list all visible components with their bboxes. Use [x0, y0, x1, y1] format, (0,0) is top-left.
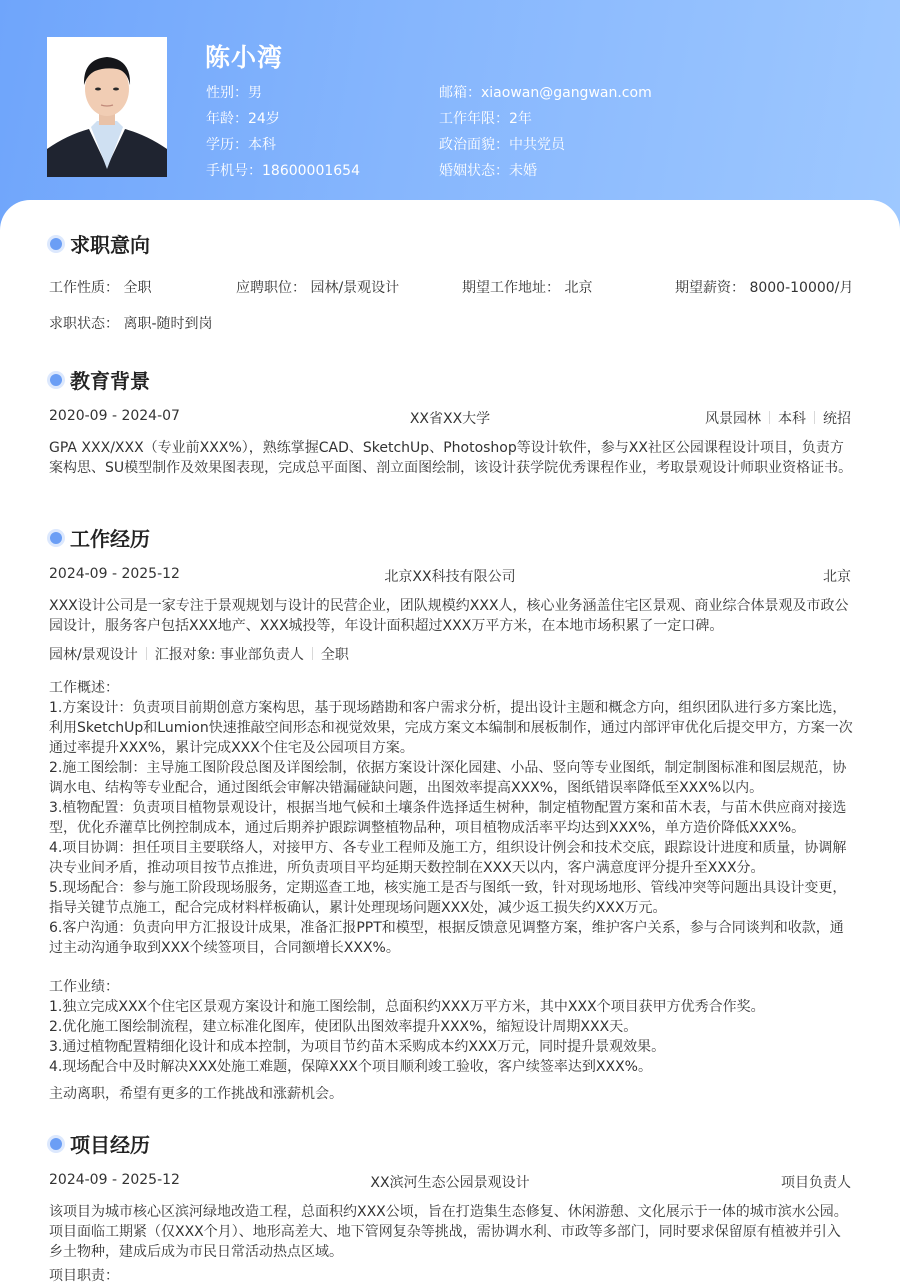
portrait-image: [47, 37, 167, 177]
info-label: 婚姻状态：: [439, 163, 509, 179]
info-value: 中共党员: [509, 137, 565, 153]
achievements-label: 工作业绩：: [49, 979, 119, 995]
info-work-years: [439, 106, 652, 132]
info-value: 本科: [248, 137, 276, 153]
info-value: 2年: [509, 111, 532, 127]
work-row: [49, 566, 851, 586]
project-description: 该项目为城市核心区滨河绿地改造工程，总面积约XXX公顷，旨在打造集生态修复、休闲游憩、文化展示于一体的城市滨水公园。项目面临工期紧（仅XXX个月）、地形高差大、地下管网复杂等挑战，需协调水利、市政等多部门，同时要求保留原有植被并引入乡土物种，建成后成为市民日常活动热点区域。: [49, 1204, 848, 1260]
project-row: [49, 1172, 851, 1192]
info-email: [439, 80, 652, 106]
field-label: 求职状态：: [49, 316, 119, 332]
section-title-project: [48, 1129, 150, 1158]
work-period: 2024-09 - 2025-12: [49, 566, 180, 582]
info-age: [206, 106, 360, 132]
section-title-education: [48, 365, 150, 394]
bullet-dot-icon: [50, 374, 62, 386]
work-tag-industry: 园林/景观设计: [49, 647, 138, 663]
field-value: 8000-10000/月: [749, 280, 854, 296]
info-value: xiaowan@gangwan.com: [481, 85, 652, 101]
achievement-item: 3.通过植物配置精细化设计和成本控制，为项目节约苗木采购成本约XXX万元，同时提升景观效果。: [49, 1039, 666, 1055]
field-value: 北京: [564, 280, 593, 296]
info-label: 手机号：: [206, 163, 262, 179]
info-value: 18600001654: [262, 163, 360, 179]
achievement-item: 1.独立完成XXX个住宅区景观方案设计和施工图绘制，总面积约XXX万平方米，其中XXX个项目获甲方优秀合作奖。: [49, 999, 765, 1015]
overview-item: 1.方案设计：负责项目前期创意方案构思，基于现场踏勘和客户需求分析，提出设计主题和概念方向，组织团队进行多方案比选，利用SketchUp和Lumion快速推敲空间形态和视觉效果，完成方案文本编制和展板制作，通过内部评审优化后提交甲方，方案一次通过率提升XXX%，累计完成XXX个住宅及公园项目方案。: [49, 700, 853, 756]
divider: [769, 411, 770, 424]
achievement-item: 2.优化施工图绘制流程，建立标准化图库，使团队出图效率提升XXX%，缩短设计周期XXX天。: [49, 1019, 638, 1035]
divider: [814, 411, 815, 424]
achievement-item: 4.现场配合中及时解决XXX处施工难题，保障XXX个项目顺利竣工验收，客户续签率达到XXX%。: [49, 1059, 652, 1075]
info-label: 学历：: [206, 137, 248, 153]
intent-location: [462, 277, 592, 297]
candidate-name: 陈小湾: [205, 43, 284, 72]
bullet-dot-icon: [50, 1138, 62, 1150]
intent-status: [49, 313, 213, 333]
project-name: XX滨河生态公园景观设计: [370, 1175, 530, 1191]
info-value: 24岁: [248, 111, 280, 127]
field-value: 园林/景观设计: [310, 280, 400, 296]
education-school: XX省XX大学: [409, 411, 491, 427]
project-duties-label: 项目职责：: [49, 1268, 119, 1284]
education-major: 风景园林: [705, 411, 761, 427]
work-tag-report-to: 汇报对象: 事业部负责人: [154, 647, 304, 663]
education-row: [49, 408, 851, 428]
info-label: 年龄：: [206, 111, 248, 127]
divider: [312, 647, 313, 660]
info-label: 工作年限：: [439, 111, 509, 127]
info-label: 性别：: [206, 85, 248, 101]
field-label: 工作性质：: [49, 280, 119, 296]
work-tags: [49, 644, 349, 664]
section-heading: 项目经历: [70, 1133, 150, 1157]
education-period: 2020-09 - 2024-07: [49, 408, 180, 424]
project-role: 项目负责人: [781, 1175, 851, 1191]
bullet-dot-icon: [50, 238, 62, 250]
field-label: 应聘职位：: [236, 280, 306, 296]
intent-salary: [675, 277, 853, 297]
portrait-photo: [47, 37, 167, 177]
info-label: 政治面貌：: [439, 137, 509, 153]
info-value: 未婚: [509, 163, 537, 179]
work-tag-type: 全职: [320, 647, 349, 663]
work-company: 北京XX科技有限公司: [384, 569, 516, 585]
info-label: 邮箱：: [439, 85, 481, 101]
overview-item: 6.客户沟通：负责向甲方汇报设计成果，准备汇报PPT和模型，根据反馈意见调整方案，维护客户关系，参与合同谈判和收款，通过主动沟通争取到XXX个续签项目，合同额增长XXX%。: [49, 920, 844, 956]
intent-work-type: [49, 277, 151, 297]
overview-item: 5.现场配合：参与施工阶段现场服务，定期巡查工地，核实施工是否与图纸一致，针对现场地形、管线冲突等问题出具设计变更，指导关键节点施工，配合完成材料样板确认，累计处理现场问题XXX处，减少返工损失约XXX万元。: [49, 880, 847, 916]
info-phone: [206, 158, 360, 184]
basic-info-left: [206, 80, 360, 184]
info-political-status: [439, 132, 652, 158]
education-enrollment-type: 统招: [823, 411, 851, 427]
section-title-work: [48, 523, 150, 552]
info-gender: [206, 80, 360, 106]
info-value: 男: [248, 85, 262, 101]
work-overview: [49, 678, 854, 958]
info-education: [206, 132, 360, 158]
overview-item: 2.施工图绘制：主导施工图阶段总图及详图绘制，依据方案设计深化园建、小品、竖向等专业图纸，制定制图标准和图层规范，协调水电、结构等专业配合，通过图纸会审解决错漏碰缺问题，出图效率提高XXX%，图纸错误率降低至XXX%以内。: [49, 760, 847, 796]
field-value: 离职-随时到岗: [123, 316, 213, 332]
info-marital-status: [439, 158, 652, 184]
bullet-dot-icon: [50, 532, 62, 544]
intent-position: [236, 277, 399, 297]
company-intro: XXX设计公司是一家专注于景观规划与设计的民营企业，团队规模约XXX人，核心业务涵盖住宅区景观、商业综合体景观及市政公园设计，服务客户包括XXX地产、XXX城投等，年设计面积超过XXX万平方米，在本地市场积累了一定口碑。: [49, 598, 849, 634]
section-heading: 求职意向: [70, 233, 150, 257]
divider: [146, 647, 147, 660]
field-label: 期望薪资：: [675, 280, 745, 296]
overview-label: 工作概述：: [49, 680, 119, 696]
work-location: 北京: [823, 569, 851, 585]
overview-item: 4.项目协调：担任项目主要联络人，对接甲方、各专业工程师及施工方，组织设计例会和技术交底，跟踪设计进度和质量，协调解决专业间矛盾，推动项目按节点推进，所负责项目平均延期天数控制在XXX天以内，客户满意度评分提升至XXX分。: [49, 840, 847, 876]
education-tags: [705, 408, 851, 428]
section-heading: 工作经历: [70, 527, 150, 551]
project-period: 2024-09 - 2025-12: [49, 1172, 180, 1188]
overview-item: 3.植物配置：负责项目植物景观设计，根据当地气候和土壤条件选择适生树种，制定植物配置方案和苗木表，与苗木供应商对接选型，优化乔灌草比例控制成本，通过后期养护跟踪调整植物品种，项目植物成活率平均达到XXX%，单方造价降低XXX%。: [49, 800, 847, 836]
section-heading: 教育背景: [70, 369, 150, 393]
leave-reason: 主动离职，希望有更多的工作挑战和涨薪机会。: [49, 1086, 343, 1102]
basic-info-right: [439, 80, 652, 184]
work-achievements: [49, 977, 854, 1077]
education-degree: 本科: [778, 411, 806, 427]
field-value: 全职: [123, 280, 152, 296]
field-label: 期望工作地址：: [462, 280, 560, 296]
section-title-job-intent: [48, 229, 150, 258]
education-description: GPA XXX/XXX（专业前XXX%），熟练掌握CAD、SketchUp、Photoshop等设计软件，参与XX社区公园课程设计项目，负责方案构思、SU模型制作及效果图表现，完成总平面图、剖立面图绘制，该设计获学院优秀课程作业，考取景观设计师职业资格证书。: [49, 440, 853, 476]
